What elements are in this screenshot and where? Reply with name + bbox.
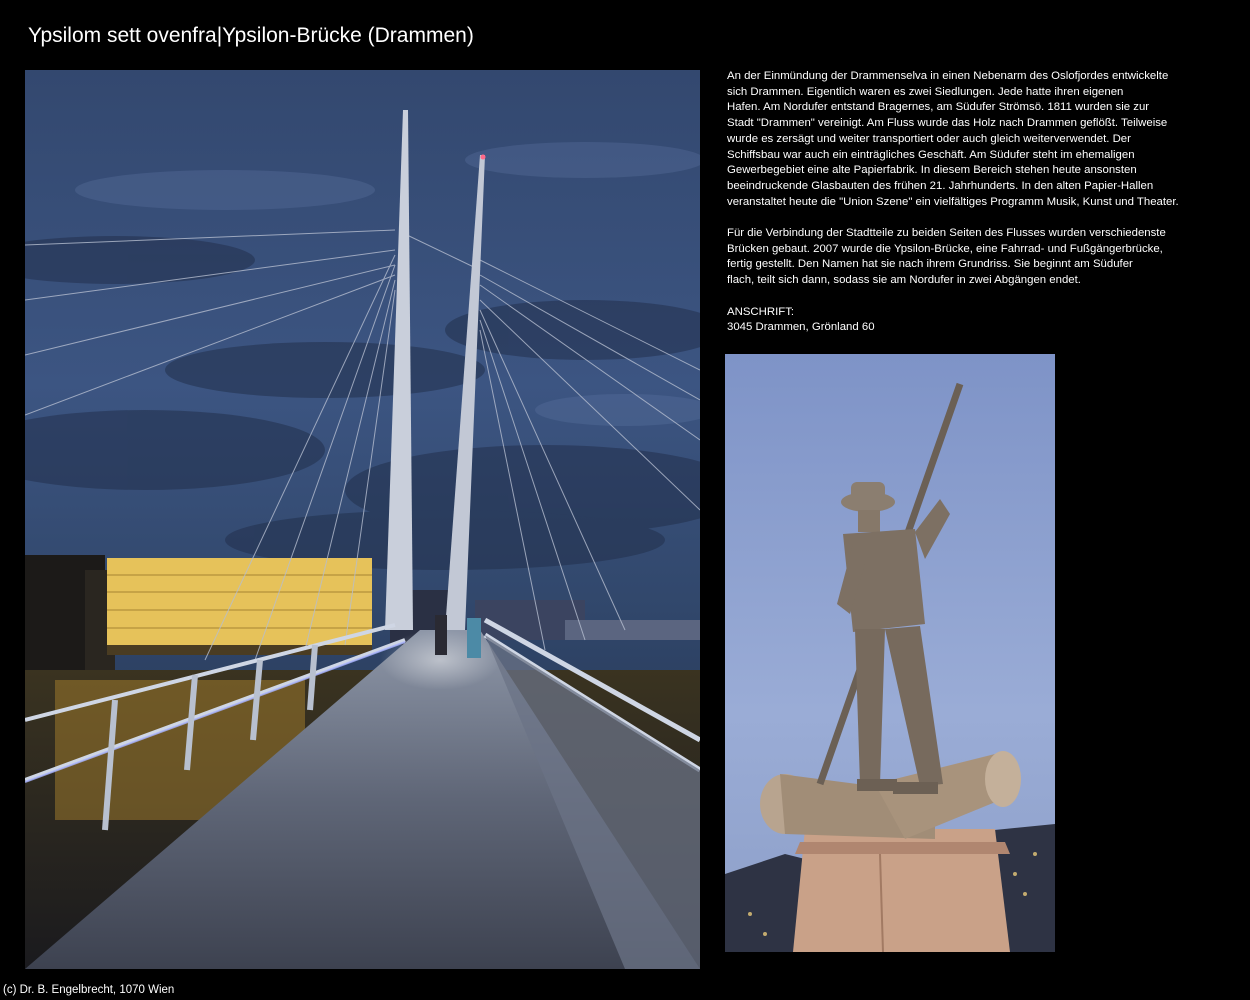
address-label: ANSCHRIFT: [727,305,795,318]
text-line: fertig gestellt. Den Namen hat sie nach ihrem Grundriss. Sie beginnt am Südufer [727,258,1133,271]
address-block [727,305,1227,336]
text-line: An der Einmündung der Drammenselva in einen Nebenarm des Oslofjordes entwickelte [727,70,1169,82]
copyright-footer: (c) Dr. B. Engelbrecht, 1070 Wien [3,984,175,996]
bridge-paragraph [727,226,1227,289]
text-line: Brücken gebaut. 2007 wurde die Ypsilon-Brücke, eine Fahrrad- und Fußgängerbrücke, [727,242,1163,255]
statue-photo [725,354,1055,952]
text-line: Gewerbegebiet eine alte Papierfabrik. In diesem Bereich stehen heute ansonsten [727,164,1137,177]
bridge-photo [25,70,700,969]
address-value: 3045 Drammen, Grönland 60 [727,321,875,334]
text-line: Für die Verbindung der Stadtteile zu beiden Seiten des Flusses wurden verschiedenste [727,227,1166,240]
text-line: wurde es zersägt und weiter transportiert oder auch gleich weiterverwendet. Der [727,132,1131,145]
text-line: beeindruckende Glasbauten des frühen 21. Jahrhunderts. In den alten Papier-Hallen [727,179,1154,192]
text-line: Hafen. Am Nordufer entstand Bragernes, am Südufer Strömsö. 1811 wurden sie zur [727,101,1150,114]
text-line: sich Drammen. Eigentlich waren es zwei Siedlungen. Jede hatte ihren eigenen [727,85,1124,98]
page-title: Ypsilom sett ovenfra|Ypsilon-Brücke (Drammen) [28,24,474,47]
text-line: Stadt "Drammen" vereinigt. Am Fluss wurde das Holz nach Drammen geflößt. Teilweise [727,117,1168,130]
history-paragraph [727,69,1227,210]
text-line: flach, teilt sich dann, sodass sie am Nordufer in zwei Abgängen endet. [727,274,1081,287]
description-text [727,69,1227,352]
text-line: Schiffsbau war auch ein einträgliches Geschäft. Am Südufer steht im ehemaligen [727,148,1135,161]
text-line: veranstaltet heute die "Union Szene" ein vielfältiges Programm Musik, Kunst und Theater. [727,195,1179,208]
